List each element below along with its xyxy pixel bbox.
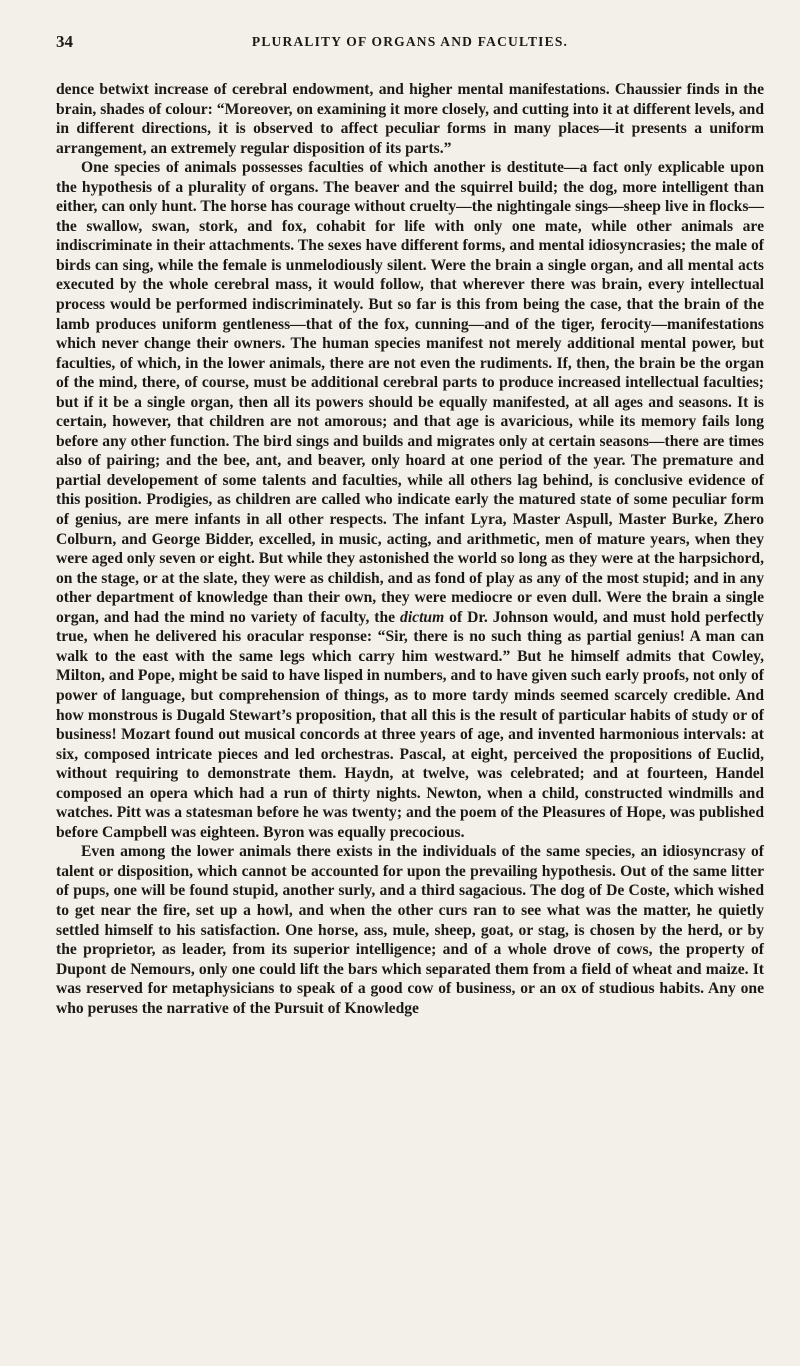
book-page: [56, 34, 764, 1018]
running-head: [56, 34, 764, 56]
paragraph-1: [56, 80, 764, 158]
paragraph-2: [56, 158, 764, 842]
paragraph-2-text-start: One species of animals possesses faculties of which another is destitute—a fact only explicable upon the hypothesis of a plurality of organs. The beaver and the squirrel build; the dog, more intelligent than either, can only hunt. The horse has courage without cruelty—the nightingale sings—sheep live in flocks—the swallow, swan, stork, and fox, cohabit for life with only one mate, while other animals are indiscriminate in their attachments. The sexes have different forms, and mental idiosyncrasies; the male of birds can sing, while the female is unmelodiously silent. Were the brain a single organ, and all mental acts executed by the whole cerebral mass, it would follow, that wherever there was brain, every intellectual process would be performed indiscriminately. But so far is this from being the case, that the brain of the lamb produces uniform gentleness—that of the fox, cunning—and of the tiger, ferocity—manifestations which never change their owners. The human species manifest not merely additional mental power, but faculties, of which, in the lower animals, there are not even the rudiments. If, then, the brain be the organ of the mind, there, of course, must be additional cerebral parts to produce increased intellectual faculties; but if it be a single organ, then all its powers should be equally manifested, at all ages and seasons. It is certain, however, that children are not amorous; and that age is avaricious, while its memory fails long before any other function. The bird sings and builds and migrates only at certain seasons—there are times also of pairing; and the bee, ant, and beaver, only hoard at one period of the year. The premature and partial developement of some talents and faculties, while all others lag behind, is conclusive evidence of this position. Prodigies, as children are called who indicate early the matured state of some peculiar form of genius, are mere infants in all other respects. The infant Lyra, Master Aspull, Master Burke, Zhero Colburn, and George Bidder, excelled, in music, acting, and arithmetic, men of mature years, when they were aged only seven or eight. But while they astonished the world so long as they were at the harpsichord, on the stage, or at the slate, they were as childish, and as fond of play as any of the most stupid; and in any other department of knowledge than their own, they were mediocre or even dull. Were the brain a single organ, and had the mind no variety of faculty, the: [56, 159, 764, 626]
body-text: [56, 80, 764, 1018]
paragraph-3-text: Even among the lower animals there exists in the individuals of the same species, an idiosyncrasy of talent or disposition, which cannot be accounted for upon the prevailing hypothesis. Out of the same litter of pups, one will be found stupid, another surly, and a third sagacious. The dog of De Coste, which wished to get near the fire, set up a howl, and when the other curs ran to see what was the matter, he quietly settled himself to his satisfaction. One horse, ass, mule, sheep, goat, or stag, is chosen by the herd, or by the proprietor, as leader, from its superior intelligence; and of a whole drove of cows, the property of Dupont de Nemours, only one could lift the bars which separated them from a field of wheat and maize. It was reserved for metaphysicians to speak of a good cow of business, or an ox of studious habits. Any one who peruses the narrative of the Pursuit of Knowledge: [56, 843, 764, 1017]
paragraph-3: [56, 842, 764, 1018]
italic-dictum: dictum: [400, 608, 445, 626]
paragraph-1-text: dence betwixt increase of cerebral endowment, and higher mental manifestations. Chaussier finds in the brain, shades of colour: “Moreover, on examining it more closely, and cutting into it at different levels, and in different directions, it is observed to affect peculiar forms in many places—it presents a uniform arrangement, an extremely regular disposition of its parts.”: [56, 81, 764, 157]
page-number: 34: [56, 32, 73, 51]
running-title: PLURALITY OF ORGANS AND FACULTIES.: [251, 34, 569, 49]
paragraph-2-text-end: of Dr. Johnson would, and must hold perfectly true, when he delivered his oracular response: “Sir, there is no such thing as partial genius! A man can walk to the east with the same legs which carry him westward.” But he himself admits that Cowley, Milton, and Pope, might be said to have lisped in numbers, and to have given such early proofs, not only of power of language, but comprehension of things, as to more tardy minds seemed scarcely credible. And how monstrous is Dugald Stewart’s proposition, that all this is the result of particular habits of study or of business! Mozart found out musical concords at three years of age, and invented harmonious intervals: at six, composed intricate pieces and led orchestras. Pascal, at eight, perceived the propositions of Euclid, without requiring to demonstrate them. Haydn, at twelve, was celebrated; and at fourteen, Handel composed an opera which had a run of thirty nights. Newton, when a child, constructed windmills and watches. Pitt was a statesman before he was twenty; and the poem of the Pleasures of Hope, was published before Campbell was eighteen. Byron was equally precocious.: [56, 608, 764, 841]
